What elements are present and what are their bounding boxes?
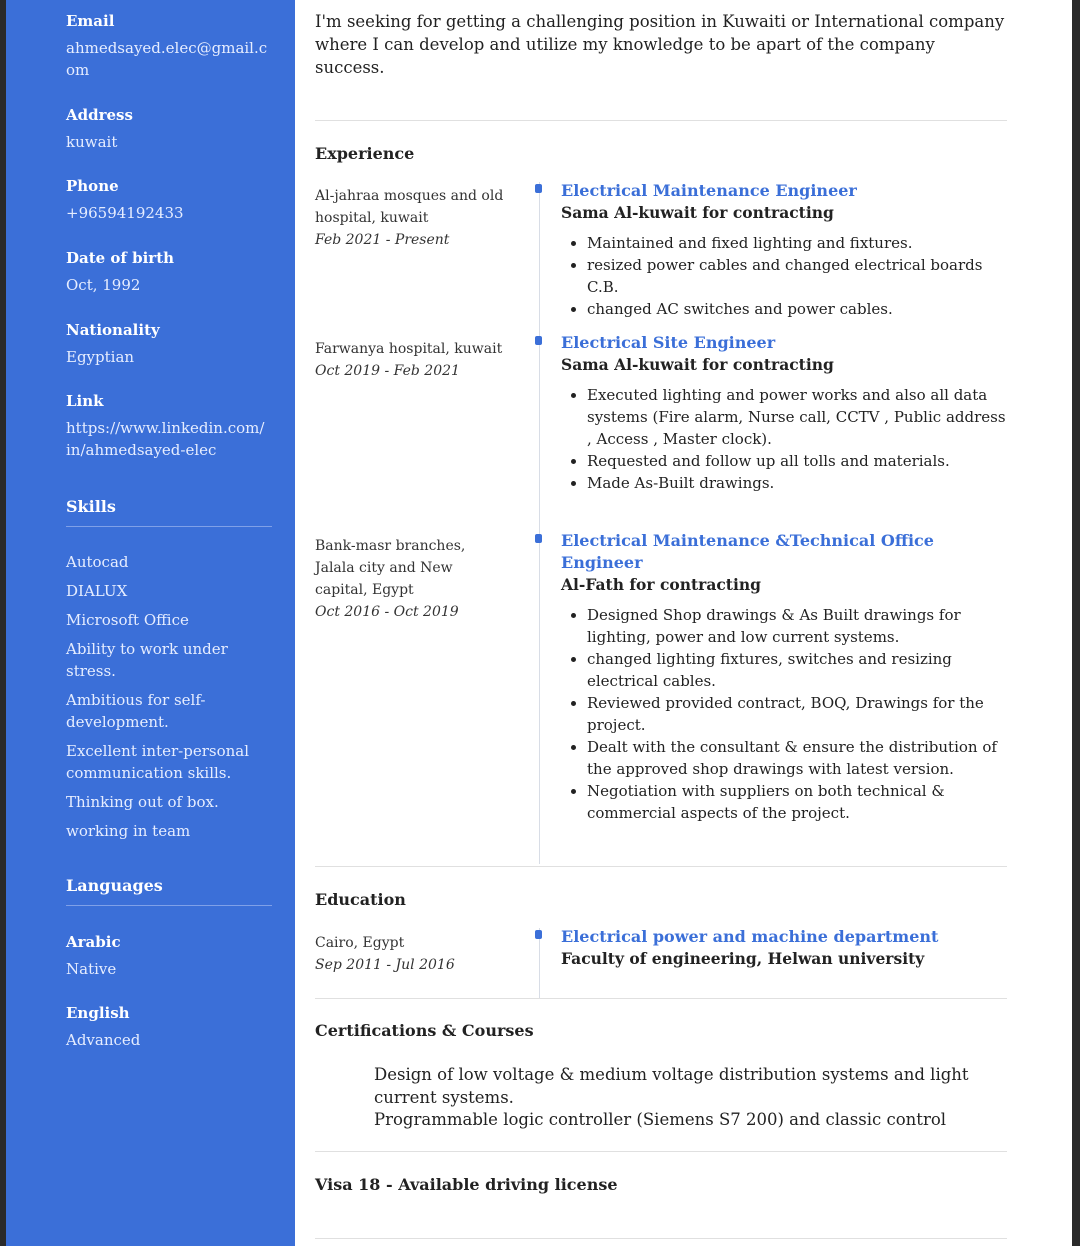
- job-bullets: [561, 232, 1011, 320]
- language-level: Native: [66, 960, 117, 978]
- skill-item: Ability to work under stress.: [66, 640, 228, 680]
- address-section: [66, 105, 276, 153]
- certification-item: Design of low voltage & medium voltage distribution systems and light current systems.: [374, 1065, 969, 1107]
- nationality-value: Egyptian: [66, 348, 135, 366]
- skill-item: DIALUX: [66, 582, 128, 600]
- job-entry: [561, 332, 1011, 494]
- education-title: Electrical power and machine department: [561, 927, 939, 946]
- job-entry: [561, 530, 1011, 824]
- education-entry: [561, 926, 1011, 970]
- skill-item: Autocad: [66, 553, 129, 571]
- education-heading: Education: [315, 890, 406, 909]
- skill-item: Thinking out of box.: [66, 793, 219, 811]
- experience-timeline: [539, 182, 540, 864]
- job-company: Sama Al-kuwait for contracting: [561, 203, 834, 222]
- job-dates: Oct 2019 - Feb 2021: [315, 363, 460, 379]
- education-school: Faculty of engineering, Helwan university: [561, 949, 925, 968]
- education-meta: [315, 932, 515, 976]
- certifications-heading: Certifications & Courses: [315, 1021, 534, 1040]
- job-meta: [315, 338, 515, 382]
- address-label: Address: [66, 106, 133, 124]
- email-label: Email: [66, 12, 115, 30]
- skill-item: Ambitious for self-development.: [66, 691, 206, 731]
- job-bullet: • resized power cables and changed electrical boards C.B.: [587, 254, 1011, 298]
- timeline-dot: [535, 184, 542, 193]
- dob-value: Oct, 1992: [66, 276, 141, 294]
- skills-divider: [66, 526, 272, 527]
- job-title: Electrical Site Engineer: [561, 333, 776, 352]
- timeline-dot: [535, 930, 542, 939]
- email-value[interactable]: ahmedsayed.elec@gmail.com: [66, 39, 268, 79]
- job-bullet: • Executed lighting and power works and also all data systems (Fire alarm, Nurse call, CCTV , Public address , Access , Master clock).: [587, 384, 1011, 450]
- job-bullet: • Dealt with the consultant & ensure the distribution of the approved shop drawings with latest version.: [587, 736, 1011, 780]
- job-meta: [315, 185, 515, 251]
- objective-text: I'm seeking for getting a challenging position in Kuwaiti or International company where I can develop and utilize my knowledge to be apart of the company success.: [315, 12, 1005, 77]
- timeline-dot: [535, 534, 542, 543]
- job-bullet: • Reviewed provided contract, BOQ, Drawings for the project.: [587, 692, 1011, 736]
- languages-divider: [66, 905, 272, 906]
- dob-section: [66, 248, 276, 296]
- job-title: Electrical Maintenance &Technical Office Engineer: [561, 531, 934, 572]
- job-company: Al-Fath for contracting: [561, 575, 761, 594]
- linkedin-link[interactable]: https://www.linkedin.com/in/ahmedsayed-elec: [66, 419, 265, 459]
- job-meta: [315, 535, 505, 623]
- languages-header: [66, 876, 276, 906]
- education-location: Cairo, Egypt: [315, 935, 405, 951]
- language-level: Advanced: [66, 1031, 141, 1049]
- job-dates: Oct 2016 - Oct 2019: [315, 604, 459, 620]
- skill-item: Microsoft Office: [66, 611, 189, 629]
- job-bullet: • Made As-Built drawings.: [587, 472, 1011, 494]
- phone-section: [66, 176, 276, 224]
- job-bullet: • Designed Shop drawings & As Built drawings for lighting, power and low current systems.: [587, 604, 1011, 648]
- skills-heading: Skills: [66, 497, 116, 516]
- section-divider: [315, 1238, 1007, 1239]
- language-item: [66, 932, 276, 980]
- section-divider: [315, 866, 1007, 867]
- nationality-section: [66, 320, 276, 368]
- section-divider: [315, 120, 1007, 121]
- experience-heading: Experience: [315, 144, 415, 163]
- job-location: Bank-masr branches, Jalala city and New capital, Egypt: [315, 538, 466, 598]
- job-bullet: • Requested and follow up all tolls and materials.: [587, 450, 1011, 472]
- job-title: Electrical Maintenance Engineer: [561, 181, 857, 200]
- phone-value[interactable]: +96594192433: [66, 204, 184, 222]
- languages-heading: Languages: [66, 876, 163, 895]
- job-dates: Feb 2021 - Present: [315, 232, 450, 248]
- job-bullets: [561, 384, 1011, 494]
- job-location: Al-jahraa mosques and old hospital, kuwait: [315, 188, 504, 226]
- visa-text: Visa 18 - Available driving license: [315, 1175, 618, 1194]
- job-bullet: • Maintained and fixed lighting and fixtures.: [587, 232, 1011, 254]
- address-value: kuwait: [66, 133, 118, 151]
- job-bullets: [561, 604, 1011, 824]
- job-entry: [561, 180, 1011, 320]
- education-dates: Sep 2011 - Jul 2016: [315, 957, 455, 973]
- link-section: [66, 391, 276, 461]
- email-section: [66, 11, 276, 81]
- certification-item: Programmable logic controller (Siemens S7 200) and classic control: [374, 1110, 947, 1129]
- job-company: Sama Al-kuwait for contracting: [561, 355, 834, 374]
- job-bullet: • changed lighting fixtures, switches and resizing electrical cables.: [587, 648, 1011, 692]
- language-item: [66, 1003, 276, 1051]
- job-bullet: • changed AC switches and power cables.: [587, 298, 1011, 320]
- skill-item: working in team: [66, 822, 191, 840]
- timeline-dot: [535, 336, 542, 345]
- language-name: English: [66, 1004, 130, 1022]
- section-divider: [315, 1151, 1007, 1152]
- section-divider: [315, 998, 1007, 999]
- job-bullet: • Negotiation with suppliers on both technical & commercial aspects of the project.: [587, 780, 1011, 824]
- skills-header: [66, 497, 276, 527]
- language-name: Arabic: [66, 933, 121, 951]
- job-location: Farwanya hospital, kuwait: [315, 341, 503, 357]
- link-label: Link: [66, 392, 104, 410]
- phone-label: Phone: [66, 177, 119, 195]
- skill-item: Excellent inter-personal communication skills.: [66, 742, 249, 782]
- nationality-label: Nationality: [66, 321, 160, 339]
- dob-label: Date of birth: [66, 249, 175, 267]
